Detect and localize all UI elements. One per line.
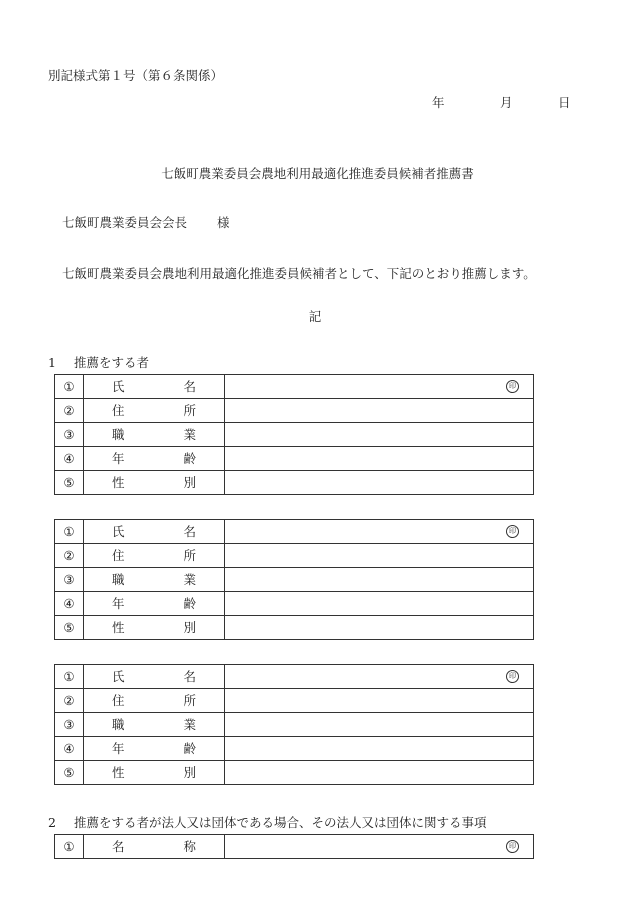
row-number: ⑤ <box>55 616 84 640</box>
row-label-cell <box>84 447 225 471</box>
row-label-cell <box>84 616 225 640</box>
organization-table <box>54 834 534 859</box>
section-2-number: 2 <box>48 815 56 830</box>
year-label: 年 <box>432 95 445 110</box>
row-label-cell <box>84 423 225 447</box>
value-field[interactable] <box>225 568 534 592</box>
addressee-honorific: 様 <box>217 215 230 230</box>
value-field[interactable] <box>225 471 534 495</box>
date-line <box>430 93 570 109</box>
value-field[interactable] <box>225 761 534 785</box>
table-row <box>55 568 534 592</box>
row-label: 年齢 <box>112 741 196 756</box>
value-field[interactable] <box>225 423 534 447</box>
section-2-heading <box>48 813 487 831</box>
section-1-title: 推薦をする者 <box>74 355 150 370</box>
row-label: 住所 <box>112 403 196 418</box>
recommender-table-2 <box>54 519 534 640</box>
table-row <box>55 375 534 399</box>
table-row <box>55 713 534 737</box>
row-label-cell <box>84 399 225 423</box>
table-row <box>55 616 534 640</box>
value-field[interactable] <box>225 835 534 859</box>
row-number: ① <box>55 375 84 399</box>
table-row <box>55 471 534 495</box>
section-2-title: 推薦をする者が法人又は団体である場合、その法人又は団体に関する事項 <box>74 815 487 830</box>
seal-mark-icon: 印 <box>506 525 519 538</box>
document-title: 七飯町農業委員会農地利用最適化推進委員候補者推薦書 <box>161 166 474 181</box>
day-label: 日 <box>558 95 571 110</box>
value-field[interactable] <box>225 447 534 471</box>
row-number: ③ <box>55 713 84 737</box>
row-number: ③ <box>55 423 84 447</box>
table-row <box>55 737 534 761</box>
value-field[interactable] <box>225 520 534 544</box>
recommender-table-3 <box>54 664 534 785</box>
row-number: ④ <box>55 737 84 761</box>
table-row <box>55 835 534 859</box>
value-field[interactable] <box>225 399 534 423</box>
recommender-table-1 <box>54 374 534 495</box>
row-label-cell <box>84 689 225 713</box>
section-1-number: 1 <box>48 355 56 370</box>
row-label: 年齢 <box>112 451 196 466</box>
row-label-cell <box>84 375 225 399</box>
form-number: 別記様式第１号（第６条関係） <box>48 68 224 83</box>
row-label-cell <box>84 665 225 689</box>
row-label-cell <box>84 737 225 761</box>
row-label: 住所 <box>112 548 196 563</box>
table-row <box>55 447 534 471</box>
row-label: 性別 <box>112 765 196 780</box>
row-label: 性別 <box>112 620 196 635</box>
value-field[interactable] <box>225 616 534 640</box>
row-label: 職業 <box>112 427 196 442</box>
row-label: 性別 <box>112 475 196 490</box>
value-field[interactable] <box>225 737 534 761</box>
row-label-cell <box>84 592 225 616</box>
row-number: ① <box>55 520 84 544</box>
seal-mark-icon: 印 <box>506 670 519 683</box>
row-label-cell <box>84 471 225 495</box>
table-row <box>55 592 534 616</box>
row-label: 住所 <box>112 693 196 708</box>
ki-heading: 記 <box>308 309 322 324</box>
value-field[interactable] <box>225 375 534 399</box>
addressee-name: 七飯町農業委員会会長 <box>62 215 188 230</box>
value-field[interactable] <box>225 713 534 737</box>
row-label-cell <box>84 544 225 568</box>
row-number: ② <box>55 689 84 713</box>
table-row <box>55 689 534 713</box>
row-label-cell <box>84 713 225 737</box>
row-number: ③ <box>55 568 84 592</box>
row-label: 氏名 <box>112 669 196 684</box>
row-label: 氏名 <box>112 524 196 539</box>
addressee <box>62 213 230 231</box>
value-field[interactable] <box>225 665 534 689</box>
seal-mark-icon: 印 <box>506 840 519 853</box>
row-number: ① <box>55 665 84 689</box>
value-field[interactable] <box>225 689 534 713</box>
row-label-cell <box>84 520 225 544</box>
month-label: 月 <box>500 95 513 110</box>
row-number: ④ <box>55 447 84 471</box>
row-label-cell <box>84 835 225 859</box>
row-label: 氏名 <box>112 379 196 394</box>
row-number: ① <box>55 835 84 859</box>
row-number: ④ <box>55 592 84 616</box>
table-row <box>55 399 534 423</box>
body-text: 七飯町農業委員会農地利用最適化推進委員候補者として、下記のとおり推薦します。 <box>62 266 536 281</box>
row-label-cell <box>84 568 225 592</box>
row-label: 名称 <box>112 839 196 854</box>
row-label: 職業 <box>112 717 196 732</box>
row-number: ⑤ <box>55 761 84 785</box>
value-field[interactable] <box>225 544 534 568</box>
table-row <box>55 761 534 785</box>
seal-mark-icon: 印 <box>506 380 519 393</box>
table-row <box>55 544 534 568</box>
row-label: 職業 <box>112 572 196 587</box>
row-number: ⑤ <box>55 471 84 495</box>
section-1-heading <box>48 353 149 371</box>
row-label: 年齢 <box>112 596 196 611</box>
value-field[interactable] <box>225 592 534 616</box>
row-label-cell <box>84 761 225 785</box>
table-row <box>55 423 534 447</box>
table-row <box>55 520 534 544</box>
row-number: ② <box>55 544 84 568</box>
row-number: ② <box>55 399 84 423</box>
table-row <box>55 665 534 689</box>
